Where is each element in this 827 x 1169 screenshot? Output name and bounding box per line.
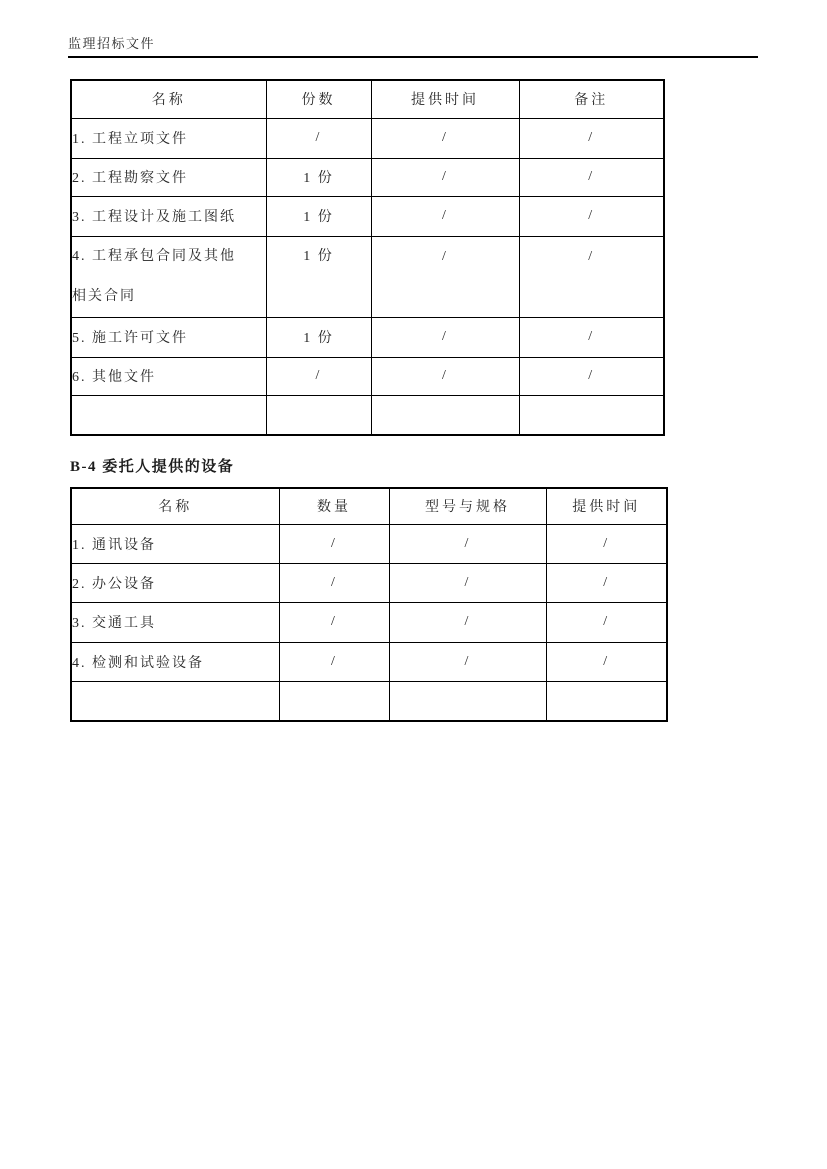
page-header-text: 监理招标文件 — [68, 36, 156, 51]
cell-note: / — [519, 118, 664, 158]
cell-name — [71, 236, 266, 317]
table-row — [71, 357, 664, 395]
table-header-row — [71, 488, 667, 524]
table-row-empty — [71, 681, 667, 721]
table-row — [71, 317, 664, 357]
header-divider — [68, 56, 758, 58]
cell-time: / — [371, 118, 519, 158]
cell-time: / — [371, 236, 519, 317]
cell-qty — [279, 681, 389, 721]
cell-name: 5. 施工许可文件 — [71, 317, 266, 357]
cell-spec — [389, 681, 546, 721]
table-header-row — [71, 80, 664, 118]
cell-copies — [266, 395, 371, 435]
cell-qty: / — [279, 642, 389, 681]
cell-time: / — [371, 158, 519, 196]
cell-name — [71, 395, 266, 435]
cell-spec: / — [389, 524, 546, 563]
cell-note: / — [519, 158, 664, 196]
cell-copies: 1 份 — [266, 317, 371, 357]
column-header-time: 提供时间 — [546, 488, 667, 524]
cell-time: / — [371, 196, 519, 236]
cell-name: 6. 其他文件 — [71, 357, 266, 395]
cell-note — [519, 395, 664, 435]
cell-name: 1. 工程立项文件 — [71, 118, 266, 158]
cell-time: / — [546, 602, 667, 642]
table-row — [71, 196, 664, 236]
cell-time — [371, 395, 519, 435]
cell-name: 3. 交通工具 — [71, 602, 279, 642]
column-header-note: 备注 — [519, 80, 664, 118]
cell-name: 3. 工程设计及施工图纸 — [71, 196, 266, 236]
table-row-empty — [71, 395, 664, 435]
cell-note: / — [519, 236, 664, 317]
cell-note: / — [519, 317, 664, 357]
cell-name: 2. 办公设备 — [71, 563, 279, 602]
cell-spec: / — [389, 642, 546, 681]
cell-name-line1: 4. 工程承包合同及其他 — [72, 248, 236, 264]
table-row — [71, 158, 664, 196]
table-row — [71, 563, 667, 602]
equipment-table — [70, 487, 668, 722]
cell-time: / — [546, 524, 667, 563]
cell-qty: / — [279, 563, 389, 602]
cell-note: / — [519, 196, 664, 236]
cell-name — [71, 681, 279, 721]
column-header-name: 名称 — [71, 80, 266, 118]
cell-time: / — [371, 357, 519, 395]
cell-time: / — [546, 642, 667, 681]
column-header-time: 提供时间 — [371, 80, 519, 118]
cell-copies: / — [266, 357, 371, 395]
table-row — [71, 642, 667, 681]
column-header-qty: 数量 — [279, 488, 389, 524]
cell-copies: 1 份 — [266, 236, 371, 317]
cell-spec: / — [389, 563, 546, 602]
cell-qty: / — [279, 602, 389, 642]
cell-name: 4. 检测和试验设备 — [71, 642, 279, 681]
column-header-name: 名称 — [71, 488, 279, 524]
cell-name: 2. 工程勘察文件 — [71, 158, 266, 196]
cell-copies: 1 份 — [266, 158, 371, 196]
cell-qty: / — [279, 524, 389, 563]
cell-name-line2: 相关合同 — [72, 288, 136, 304]
cell-time — [546, 681, 667, 721]
column-header-spec: 型号与规格 — [389, 488, 546, 524]
cell-copies: 1 份 — [266, 196, 371, 236]
column-header-copies: 份数 — [266, 80, 371, 118]
cell-name: 1. 通讯设备 — [71, 524, 279, 563]
cell-note: / — [519, 357, 664, 395]
cell-spec: / — [389, 602, 546, 642]
table-row — [71, 118, 664, 158]
table-row — [71, 236, 664, 317]
cell-time: / — [546, 563, 667, 602]
table-row — [71, 602, 667, 642]
cell-copies: / — [266, 118, 371, 158]
cell-time: / — [371, 317, 519, 357]
section-heading-b4: B-4 委托人提供的设备 — [70, 459, 235, 475]
table-row — [71, 524, 667, 563]
documents-table — [70, 79, 665, 436]
